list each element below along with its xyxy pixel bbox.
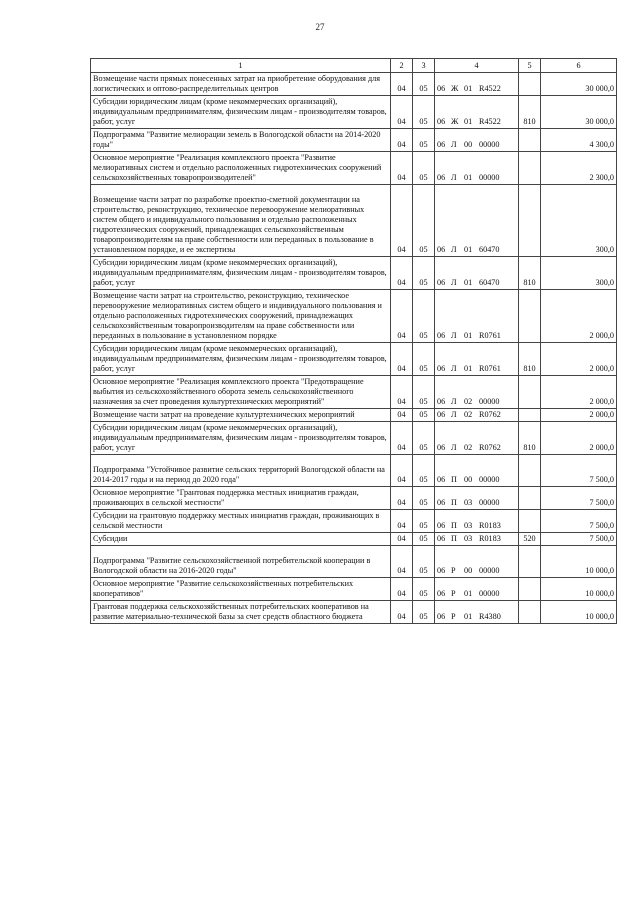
row-name: Возмещение части затрат на проведение культуртехнических мероприятий <box>91 409 391 422</box>
row-target-code <box>435 422 519 455</box>
row-expense-type: 810 <box>519 422 541 455</box>
row-amount: 30 000,0 <box>541 96 617 129</box>
code-program: 06 <box>437 589 446 598</box>
row-subsection: 05 <box>413 422 435 455</box>
row-expense-type: 810 <box>519 257 541 290</box>
table-row <box>91 533 617 546</box>
code-activity: 01 <box>464 278 473 287</box>
row-subsection: 05 <box>413 96 435 129</box>
code-subprogram: Л <box>451 364 457 373</box>
row-amount: 2 000,0 <box>541 409 617 422</box>
row-section: 04 <box>391 546 413 578</box>
row-subsection: 05 <box>413 533 435 546</box>
code-subprogram: Л <box>451 140 457 149</box>
row-section: 04 <box>391 257 413 290</box>
code-subprogram: Л <box>451 443 457 452</box>
table-row <box>91 455 617 487</box>
row-target-code <box>435 152 519 185</box>
row-section: 04 <box>391 601 413 624</box>
row-subsection: 05 <box>413 343 435 376</box>
code-subprogram: Л <box>451 278 457 287</box>
table-row <box>91 96 617 129</box>
row-name: Субсидии юридическим лицам (кроме некоммерческих организаций), индивидуальным предпринимателям, физическим лицам - производителям товаров, работ, услуг <box>91 422 391 455</box>
row-section: 04 <box>391 422 413 455</box>
table-row <box>91 409 617 422</box>
code-direction: 00000 <box>479 566 500 575</box>
row-target-code <box>435 487 519 510</box>
code-activity: 00 <box>464 140 473 149</box>
code-program: 06 <box>437 278 446 287</box>
code-subprogram: Р <box>451 566 456 575</box>
code-activity: 03 <box>464 534 473 543</box>
row-amount: 2 000,0 <box>541 343 617 376</box>
column-header-name: 1 <box>91 59 391 73</box>
row-amount: 7 500,0 <box>541 533 617 546</box>
row-subsection: 05 <box>413 129 435 152</box>
table-row <box>91 152 617 185</box>
row-subsection: 05 <box>413 290 435 343</box>
table-row <box>91 422 617 455</box>
row-subsection: 05 <box>413 546 435 578</box>
code-subprogram: Л <box>451 173 457 182</box>
row-expense-type: 520 <box>519 533 541 546</box>
row-name: Грантовая поддержка сельскохозяйственных потребительских кооперативов на развитие материально-технической базы за счет средств областного бюджета <box>91 601 391 624</box>
column-header-expense-type: 5 <box>519 59 541 73</box>
table-row <box>91 73 617 96</box>
table-row <box>91 343 617 376</box>
column-header-amount: 6 <box>541 59 617 73</box>
column-header-subsection: 3 <box>413 59 435 73</box>
row-expense-type <box>519 73 541 96</box>
row-name: Субсидии юридическим лицам (кроме некоммерческих организаций), индивидуальным предпринимателям, физическим лицам - производителям товаров, работ, услуг <box>91 343 391 376</box>
code-subprogram: Р <box>451 612 456 621</box>
code-program: 06 <box>437 443 446 452</box>
row-name: Возмещение части затрат по разработке проектно-сметной документации на строительство, реконструкцию, техническое перевооружение мелиоративных систем общего и индивидуального пользования и отдельно расположенных гидротехнических сооружений, принадлежащих сельскохозяйственным товаропроизводителям на праве собственности или переданных в пользование в установленном порядке, и ее экспертизы <box>91 185 391 257</box>
code-activity: 01 <box>464 331 473 340</box>
column-header-section: 2 <box>391 59 413 73</box>
row-section: 04 <box>391 487 413 510</box>
row-expense-type: 810 <box>519 343 541 376</box>
row-target-code <box>435 601 519 624</box>
row-subsection: 05 <box>413 185 435 257</box>
row-amount: 2 000,0 <box>541 376 617 409</box>
row-target-code <box>435 510 519 533</box>
row-section: 04 <box>391 152 413 185</box>
budget-table <box>90 58 617 624</box>
row-name: Подпрограмма "Развитие сельскохозяйственной потребительской кооперации в Вологодской области на 2016-2020 годы" <box>91 546 391 578</box>
code-activity: 02 <box>464 397 473 406</box>
row-subsection: 05 <box>413 409 435 422</box>
row-amount: 10 000,0 <box>541 578 617 601</box>
code-subprogram: Л <box>451 331 457 340</box>
code-program: 06 <box>437 140 446 149</box>
row-target-code <box>435 129 519 152</box>
table-header-row <box>91 59 617 73</box>
code-activity: 01 <box>464 173 473 182</box>
row-expense-type <box>519 546 541 578</box>
code-activity: 01 <box>464 117 473 126</box>
code-program: 06 <box>437 566 446 575</box>
row-expense-type <box>519 376 541 409</box>
table-row <box>91 601 617 624</box>
code-direction: 60470 <box>479 278 500 287</box>
code-program: 06 <box>437 331 446 340</box>
row-name: Подпрограмма "Развитие мелиорации земель в Вологодской области на 2014-2020 годы" <box>91 129 391 152</box>
row-name: Субсидии юридическим лицам (кроме некоммерческих организаций), индивидуальным предпринимателям, физическим лицам - производителям товаров, работ, услуг <box>91 96 391 129</box>
row-target-code <box>435 376 519 409</box>
code-program: 06 <box>437 498 446 507</box>
code-activity: 01 <box>464 612 473 621</box>
row-subsection: 05 <box>413 257 435 290</box>
row-subsection: 05 <box>413 73 435 96</box>
table-row <box>91 290 617 343</box>
row-section: 04 <box>391 129 413 152</box>
row-expense-type <box>519 290 541 343</box>
code-program: 06 <box>437 84 446 93</box>
row-name: Возмещение части прямых понесенных затрат на приобретение оборудования для логистических и оптово-распределительных центров <box>91 73 391 96</box>
row-name: Субсидии на грантовую поддержку местных инициатив граждан, проживающих в сельской местности <box>91 510 391 533</box>
row-amount: 10 000,0 <box>541 546 617 578</box>
code-subprogram: Ж <box>451 117 459 126</box>
code-direction: R4522 <box>479 84 501 93</box>
row-subsection: 05 <box>413 578 435 601</box>
code-direction: R0761 <box>479 364 501 373</box>
row-target-code <box>435 290 519 343</box>
row-name: Возмещение части затрат на строительство, реконструкцию, техническое перевооружение мелиоративных систем общего и индивидуального пользования и отдельно расположенных гидротехнических сооружений, принадлежащих сельскохозяйственным товаропроизводителям на праве собственности или переданных в пользование в установленном порядке <box>91 290 391 343</box>
code-direction: R0183 <box>479 534 501 543</box>
code-subprogram: Л <box>451 410 457 419</box>
row-subsection: 05 <box>413 455 435 487</box>
row-amount: 10 000,0 <box>541 601 617 624</box>
code-subprogram: П <box>451 498 457 507</box>
row-subsection: 05 <box>413 487 435 510</box>
code-program: 06 <box>437 397 446 406</box>
row-subsection: 05 <box>413 601 435 624</box>
table-row <box>91 578 617 601</box>
row-amount: 7 500,0 <box>541 487 617 510</box>
row-amount: 2 000,0 <box>541 290 617 343</box>
code-program: 06 <box>437 364 446 373</box>
row-amount: 300,0 <box>541 185 617 257</box>
row-name: Основное мероприятие "Грантовая поддержка местных инициатив граждан, проживающих в сельской местности" <box>91 487 391 510</box>
row-expense-type <box>519 152 541 185</box>
table-row <box>91 546 617 578</box>
row-section: 04 <box>391 376 413 409</box>
code-activity: 00 <box>464 475 473 484</box>
row-target-code <box>435 185 519 257</box>
code-activity: 03 <box>464 521 473 530</box>
row-target-code <box>435 578 519 601</box>
row-expense-type <box>519 578 541 601</box>
row-section: 04 <box>391 409 413 422</box>
row-expense-type <box>519 185 541 257</box>
code-direction: R0762 <box>479 443 501 452</box>
code-subprogram: П <box>451 475 457 484</box>
code-activity: 01 <box>464 245 473 254</box>
row-expense-type <box>519 455 541 487</box>
code-subprogram: Л <box>451 245 457 254</box>
code-direction: 00000 <box>479 173 500 182</box>
row-subsection: 05 <box>413 376 435 409</box>
row-amount: 300,0 <box>541 257 617 290</box>
row-section: 04 <box>391 455 413 487</box>
code-activity: 02 <box>464 410 473 419</box>
row-expense-type: 810 <box>519 96 541 129</box>
row-target-code <box>435 257 519 290</box>
code-program: 06 <box>437 117 446 126</box>
row-amount: 7 500,0 <box>541 455 617 487</box>
row-section: 04 <box>391 533 413 546</box>
row-target-code <box>435 546 519 578</box>
code-activity: 00 <box>464 566 473 575</box>
row-amount: 7 500,0 <box>541 510 617 533</box>
row-target-code <box>435 343 519 376</box>
code-program: 06 <box>437 475 446 484</box>
row-name: Основное мероприятие "Реализация комплексного проекта "Развитие мелиоративных систем и отдельно расположенных гидротехнических сооружений сельскохозяйственных товаропроизводителей" <box>91 152 391 185</box>
code-subprogram: Ж <box>451 84 459 93</box>
code-direction: R4522 <box>479 117 501 126</box>
code-direction: R0762 <box>479 410 501 419</box>
row-name: Субсидии <box>91 533 391 546</box>
code-direction: 00000 <box>479 475 500 484</box>
code-subprogram: П <box>451 534 457 543</box>
page-number: 27 <box>315 22 325 32</box>
row-target-code <box>435 455 519 487</box>
row-section: 04 <box>391 96 413 129</box>
row-expense-type <box>519 129 541 152</box>
row-subsection: 05 <box>413 510 435 533</box>
row-expense-type <box>519 487 541 510</box>
row-name: Основное мероприятие "Реализация комплексного проекта "Предотвращение выбытия из сельскохозяйственного оборота земель сельскохозяйственного назначения за счет проведения культуртехнических мероприятий" <box>91 376 391 409</box>
code-direction: 00000 <box>479 589 500 598</box>
row-amount: 2 000,0 <box>541 422 617 455</box>
code-direction: R0183 <box>479 521 501 530</box>
code-direction: 00000 <box>479 498 500 507</box>
row-expense-type <box>519 601 541 624</box>
code-program: 06 <box>437 534 446 543</box>
code-activity: 01 <box>464 364 473 373</box>
row-amount: 4 300,0 <box>541 129 617 152</box>
row-section: 04 <box>391 73 413 96</box>
code-subprogram: Л <box>451 397 457 406</box>
table-row <box>91 257 617 290</box>
row-section: 04 <box>391 510 413 533</box>
row-name: Субсидии юридическим лицам (кроме некоммерческих организаций), индивидуальным предпринимателям, физическим лицам - производителям товаров, работ, услуг <box>91 257 391 290</box>
table-row <box>91 376 617 409</box>
row-target-code <box>435 96 519 129</box>
code-activity: 01 <box>464 84 473 93</box>
table-row <box>91 129 617 152</box>
code-subprogram: Р <box>451 589 456 598</box>
code-activity: 01 <box>464 589 473 598</box>
row-section: 04 <box>391 290 413 343</box>
row-expense-type <box>519 409 541 422</box>
row-expense-type <box>519 510 541 533</box>
code-direction: 60470 <box>479 245 500 254</box>
code-direction: R4380 <box>479 612 501 621</box>
row-section: 04 <box>391 343 413 376</box>
column-header-target-code: 4 <box>435 59 519 73</box>
code-direction: R0761 <box>479 331 501 340</box>
row-target-code <box>435 409 519 422</box>
table-body <box>91 73 617 624</box>
row-amount: 30 000,0 <box>541 73 617 96</box>
row-section: 04 <box>391 185 413 257</box>
code-program: 06 <box>437 173 446 182</box>
row-name: Основное мероприятие "Развитие сельскохозяйственных потребительских кооперативов" <box>91 578 391 601</box>
code-direction: 00000 <box>479 140 500 149</box>
code-program: 06 <box>437 410 446 419</box>
code-activity: 03 <box>464 498 473 507</box>
row-target-code <box>435 73 519 96</box>
table-row <box>91 487 617 510</box>
code-program: 06 <box>437 612 446 621</box>
code-program: 06 <box>437 521 446 530</box>
table-row <box>91 510 617 533</box>
row-section: 04 <box>391 578 413 601</box>
code-direction: 00000 <box>479 397 500 406</box>
row-amount: 2 300,0 <box>541 152 617 185</box>
code-activity: 02 <box>464 443 473 452</box>
code-subprogram: П <box>451 521 457 530</box>
row-name: Подпрограмма "Устойчивое развитие сельских территорий Вологодской области на 2014-2017 годы и на период до 2020 года" <box>91 455 391 487</box>
table-row <box>91 185 617 257</box>
row-subsection: 05 <box>413 152 435 185</box>
code-program: 06 <box>437 245 446 254</box>
row-target-code <box>435 533 519 546</box>
